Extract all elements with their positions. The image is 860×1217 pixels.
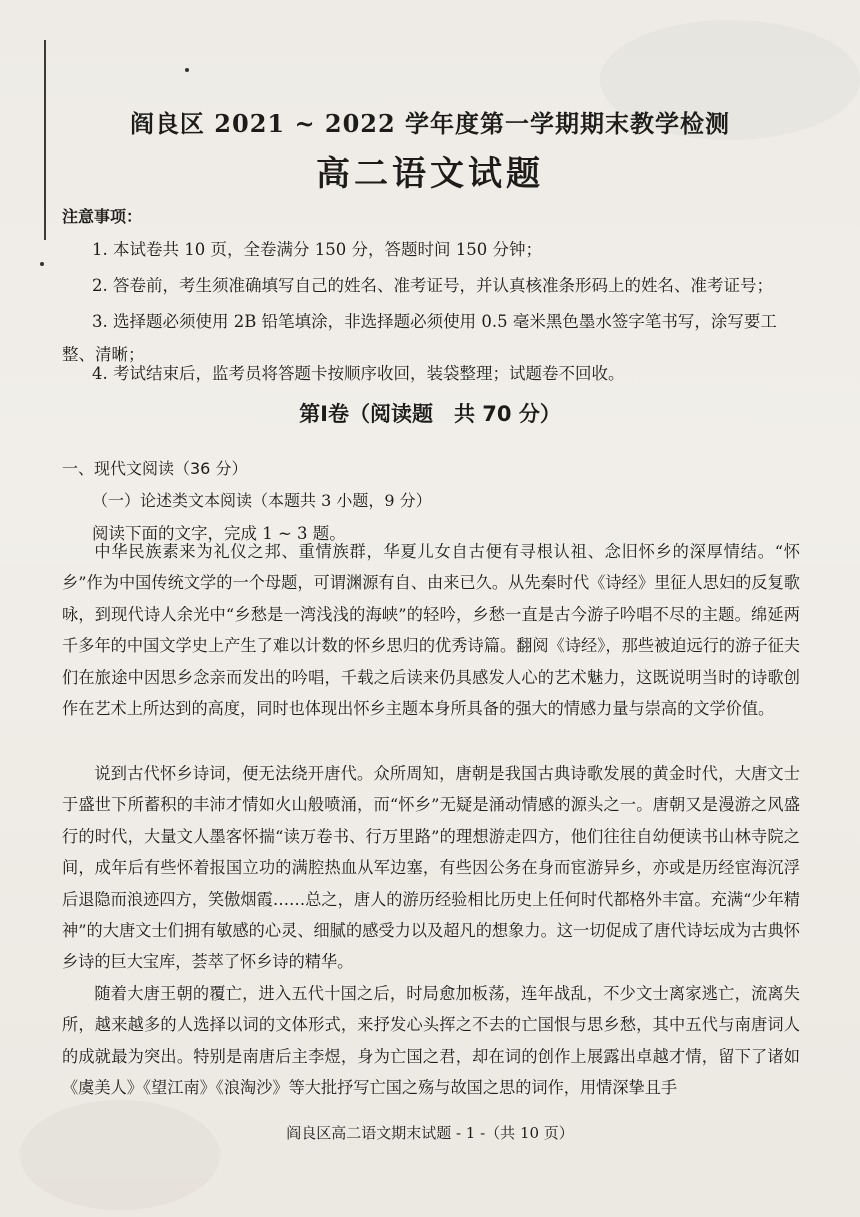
binding-line — [44, 40, 46, 240]
passage-paragraph: 中华民族素来为礼仪之邦、重情族群，华夏儿女自古便有寻根认祖、念旧怀乡的深厚情结。“怀乡”作为中国传统文学的一个母题，可谓渊源有自、由来已久。从先秦时代《诗经》里征人思妇的反复歌咏，到现代诗人余光中“乡愁是一湾浅浅的海峡”的轻吟，乡愁一直是古今游子吟唱不尽的主题。绵延两千多年的中国文学史上产生了难以计数的怀乡思归的优秀诗篇。翻阅《诗经》，那些被迫远行的游子征夫们在旅途中因思乡念亲而发出的吟唱，千载之后读来仍具感发人心的艺术魅力，这既说明当时的诗歌创作在艺术上所达到的高度，同时也体现出怀乡主题本身所具备的强大的情感力量与崇高的文学价值。 — [62, 542, 800, 719]
passage-paragraph: 随着大唐王朝的覆亡，进入五代十国之后，时局愈加板荡，连年战乱，不少文士离家逃亡，流离失所，越来越多的人选择以词的文体形式，来抒发心头挥之不去的亡国恨与思乡愁，其中五代与南唐词人的成就最为突出。特别是南唐后主李煜，身为亡国之君，却在词的创作上展露出卓越才情，留下了诸如《虞美人》《望江南》《浪淘沙》等大批抒写亡国之殇与故国之思的词作，用情深挚且手 — [62, 984, 800, 1098]
section-title: 第Ⅰ卷（阅读题 共 70 分） — [299, 402, 561, 426]
passage-paragraph: 说到古代怀乡诗词，便无法绕开唐代。众所周知，唐朝是我国古典诗歌发展的黄金时代，大唐文士于盛世下所蓄积的丰沛才情如火山般喷涌，而“怀乡”无疑是涌动情感的源头之一。唐朝又是漫游之风盛行的时代，大量文人墨客怀揣“读万卷书、行万里路”的理想游走四方，他们往往自幼便读书山林寺院之间，成年后有些怀着报国立功的满腔热血从军边塞，有些因公务在身而宦游异乡，亦或是历经宦海沉浮后退隐而浪迹四方，笑傲烟霞……总之，唐人的游历经验相比历史上任何时代都格外丰富。充满“少年精神”的大唐文士们拥有敏感的心灵、细腻的感受力以及超凡的想象力。这一切促成了唐代诗坛成为古典怀乡诗的巨大宝库，荟萃了怀乡诗的精华。 — [62, 764, 800, 972]
note-item: 1. 本试卷共 10 页，全卷满分 150 分，答题时间 150 分钟； — [92, 240, 542, 259]
scan-stain — [20, 1100, 220, 1210]
subpart-heading: （一）论述类文本阅读（本题共 3 小题，9 分） — [92, 491, 432, 510]
note-item: 2. 答卷前，考生须准确填写自己的姓名、准考证号，并认真核准条形码上的姓名、准考证号； — [92, 276, 773, 295]
exam-header: 阎良区 2021 ~ 2022 学年度第一学期期末教学检测 — [129, 109, 731, 138]
note-item: 3. 选择题必须使用 2B 铅笔填涂，非选择题必须使用 0.5 毫米黑色墨水签字笔书写，涂写要工 — [92, 312, 777, 331]
notes-heading: 注意事项： — [62, 207, 143, 226]
scan-dot — [185, 68, 189, 72]
part-heading: 一、现代文阅读（36 分） — [62, 459, 248, 478]
page-title: 高二语文试题 — [316, 154, 544, 194]
reading-instruction: 阅读下面的文字，完成 1 ~ 3 题。 — [92, 524, 346, 543]
note-item-continuation: 整、清晰； — [62, 345, 145, 364]
page-footer: 阎良区高二语文期末试题 - 1 -（共 10 页） — [286, 1124, 574, 1142]
scan-dot — [40, 262, 44, 266]
note-item: 4. 考试结束后，监考员将答题卡按顺序收回，装袋整理；试题卷不回收。 — [92, 364, 625, 383]
